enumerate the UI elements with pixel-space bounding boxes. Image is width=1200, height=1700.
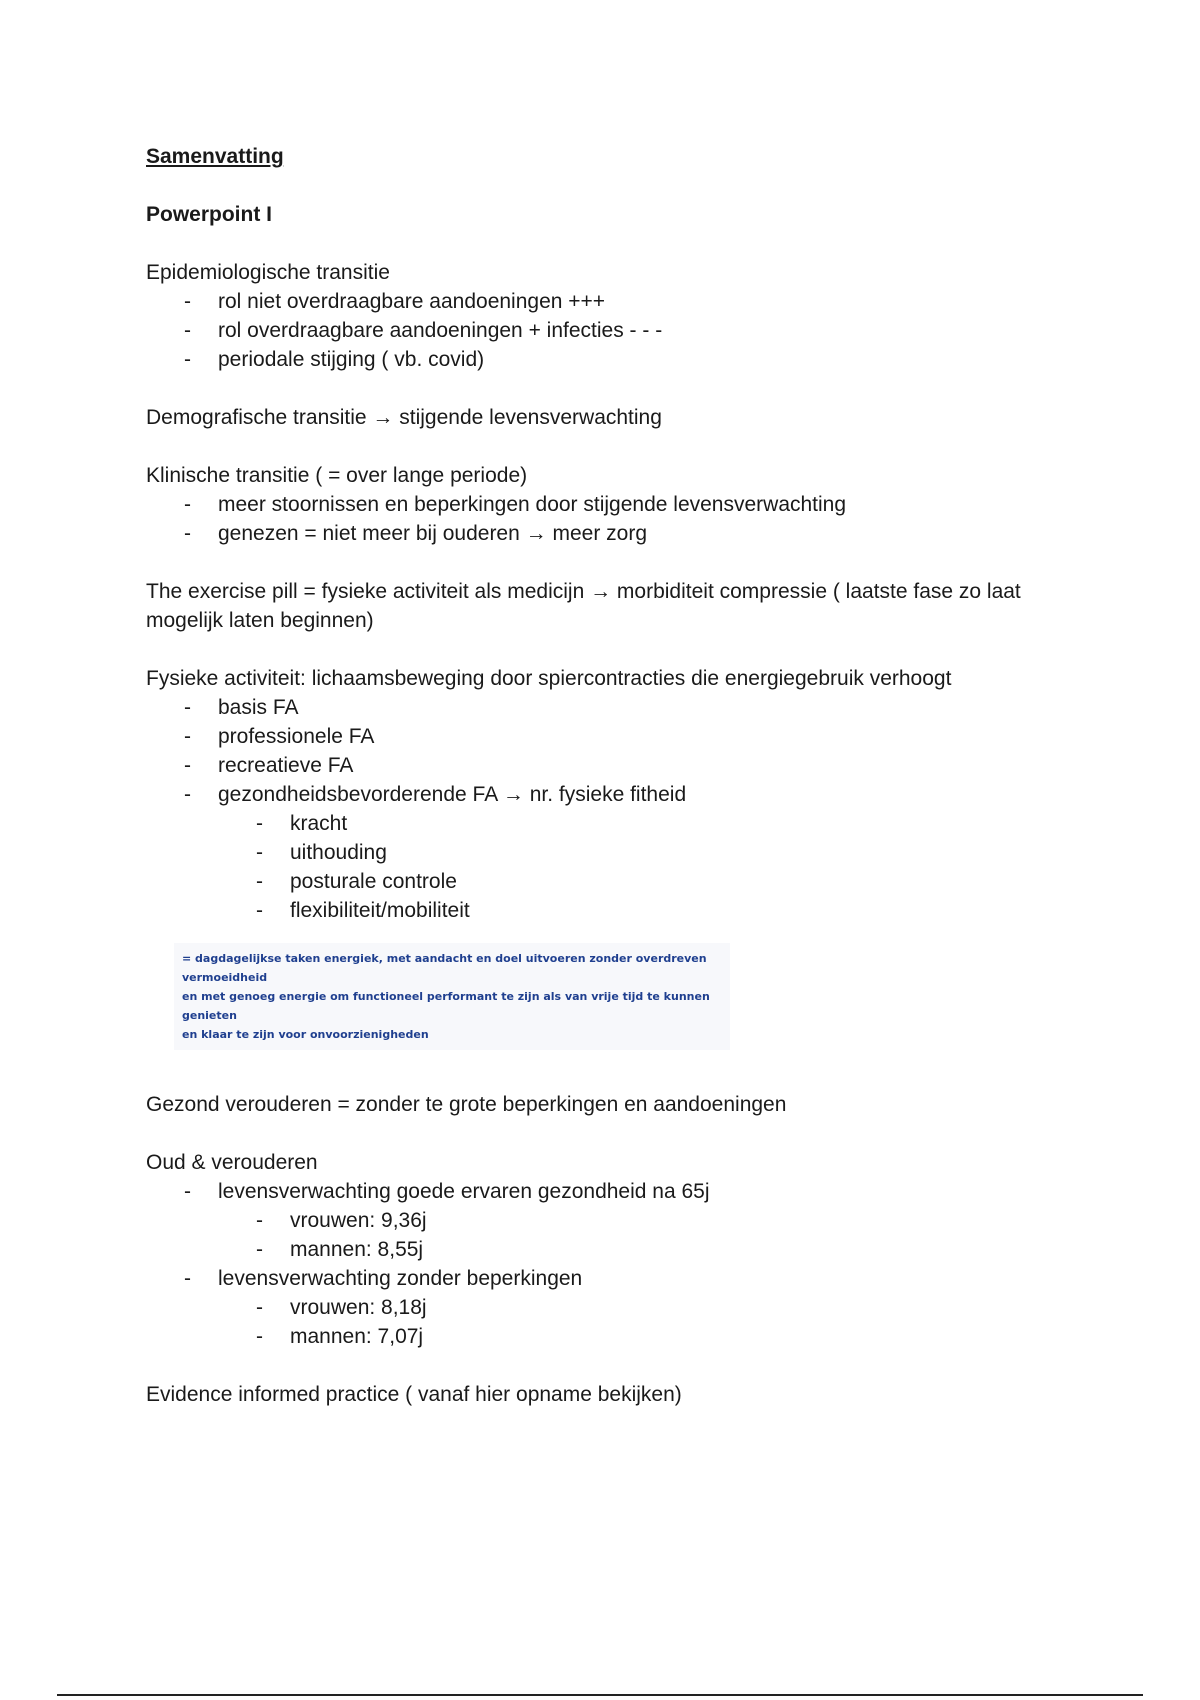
section-heading: Klinische transitie ( = over lange periode) — [146, 464, 528, 487]
section-evidence — [146, 1380, 1086, 1409]
sub-list-item: - uithouding — [218, 838, 1086, 867]
list-item — [146, 1177, 1086, 1264]
note-line: = dagdagelijkse taken energiek, met aandacht en doel uitvoeren zonder overdreven vermoeidheid — [182, 952, 707, 984]
note-line: en met genoeg energie om functioneel performant te zijn als van vrije tijd te kunnen genieten — [182, 990, 710, 1022]
sub-list-item: - flexibiliteit/mobiliteit — [218, 896, 1086, 925]
sub-list-item: - posturale controle — [218, 867, 1086, 896]
sub-list-item: - vrouwen: 9,36j — [218, 1206, 1086, 1235]
document-title: Samenvatting — [146, 145, 284, 168]
list-item: - recreatieve FA — [146, 751, 1086, 780]
list-item — [146, 780, 1086, 925]
bullet-list — [146, 1177, 1086, 1351]
document-subtitle: Powerpoint I — [146, 203, 272, 226]
section-heading: Evidence informed practice ( vanaf hier opname bekijken) — [146, 1383, 682, 1406]
section-heading: Fysieke activiteit: lichaamsbeweging door spiercontracties die energiegebruik verhoogt — [146, 667, 952, 690]
list-item: - genezen = niet meer bij ouderen → meer zorg — [146, 519, 1086, 548]
section-demografie — [146, 403, 1086, 432]
list-item-label: levensverwachting goede ervaren gezondheid na 65j — [218, 1180, 710, 1203]
note-line: en klaar te zijn voor onvoorzienigheden — [182, 1028, 429, 1041]
paragraph-line: The exercise pill = fysieke activiteit als medicijn → morbiditeit compressie ( laatste fase zo laat — [146, 580, 1021, 603]
section-klinisch — [146, 461, 1086, 548]
list-item: - professionele FA — [146, 722, 1086, 751]
section-oud — [146, 1148, 1086, 1351]
list-item: - basis FA — [146, 693, 1086, 722]
sub-list-item: - kracht — [218, 809, 1086, 838]
section-heading: Demografische transitie → stijgende levensverwachting — [146, 406, 662, 429]
sub-list-item: - vrouwen: 8,18j — [218, 1293, 1086, 1322]
section-epidemiologie — [146, 258, 1086, 374]
sub-bullet-list — [218, 1206, 1086, 1264]
footer-divider — [57, 1694, 1143, 1696]
sub-bullet-list — [218, 809, 1086, 925]
sub-list-item: - mannen: 8,55j — [218, 1235, 1086, 1264]
section-fysiek — [146, 664, 1086, 1050]
bullet-list — [146, 693, 1086, 925]
list-item: - periodale stijging ( vb. covid) — [146, 345, 1086, 374]
section-heading: Epidemiologische transitie — [146, 261, 390, 284]
bullet-list — [146, 490, 1086, 548]
sub-bullet-list — [218, 1293, 1086, 1351]
bullet-list — [146, 287, 1086, 374]
list-item — [146, 1264, 1086, 1351]
section-gezond — [146, 1090, 1086, 1119]
section-heading: Oud & verouderen — [146, 1151, 318, 1174]
sub-list-item: - mannen: 7,07j — [218, 1322, 1086, 1351]
document-page — [146, 142, 1086, 1409]
list-item: - rol niet overdraagbare aandoeningen +++ — [146, 287, 1086, 316]
paragraph-line: mogelijk laten beginnen) — [146, 609, 374, 632]
pasted-definition-image — [174, 943, 730, 1050]
list-item-label: gezondheidsbevorderende FA → nr. fysieke fitheid — [218, 783, 687, 806]
section-exercise — [146, 577, 1086, 635]
list-item-label: levensverwachting zonder beperkingen — [218, 1267, 583, 1290]
section-heading: Gezond verouderen = zonder te grote beperkingen en aandoeningen — [146, 1093, 787, 1116]
list-item: - meer stoornissen en beperkingen door stijgende levensverwachting — [146, 490, 1086, 519]
list-item: - rol overdraagbare aandoeningen + infecties - - - — [146, 316, 1086, 345]
